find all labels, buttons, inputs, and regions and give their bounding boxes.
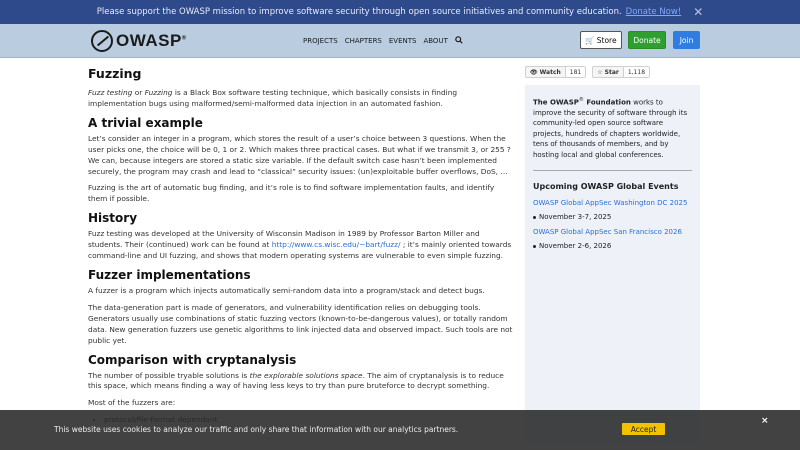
- nav-chapters[interactable]: CHAPTERS: [344, 36, 382, 45]
- heading-trivial-example: A trivial example: [88, 115, 203, 130]
- article: [88, 66, 514, 426]
- event-date: November 2-6, 2026: [533, 241, 692, 252]
- eye-icon: 👁: [530, 68, 538, 76]
- donate-now-link[interactable]: Donate Now!: [625, 7, 682, 17]
- cookie-message: This website uses cookies to analyze our traffic and only share that information with our analytics partners.: [54, 425, 459, 434]
- event-link-dc[interactable]: OWASP Global AppSec Washington DC 2025: [533, 198, 688, 207]
- donate-button[interactable]: Donate: [628, 31, 666, 49]
- event-link-sf[interactable]: OWASP Global AppSec San Francisco 2026: [533, 227, 682, 236]
- header-buttons: [580, 31, 710, 49]
- cookie-banner: [0, 410, 800, 450]
- heading-cryptanalysis: Comparison with cryptanalysis: [88, 352, 297, 367]
- nav-about[interactable]: ABOUT: [423, 36, 448, 45]
- store-button[interactable]: 🛒 Store: [580, 31, 622, 49]
- support-banner: [0, 0, 800, 24]
- impl-paragraph-2: The data-generation part is made of generators, and vulnerability identification relies on debugging tools. Generators usually use combinations of static fuzzing vectors (known-to-be-dangerous values), or totally random data. New generation fuzzers use genetic algorithms to link injected data and observed impact. Such tools are not public yet.: [88, 302, 513, 345]
- watch-button[interactable]: 👁 Watch 181: [525, 66, 586, 78]
- page-title: Fuzzing: [88, 66, 142, 81]
- logo-text: OWASP®: [116, 30, 187, 50]
- fuzz-link[interactable]: http://www.cs.wisc.edu/~bart/fuzz/: [271, 240, 401, 250]
- nav-events[interactable]: EVENTS: [388, 36, 417, 45]
- about-text: The OWASP® Foundation works to improve the security of software through its community-led open source software projects, hundreds of chapters worldwide, tens of thousands of members, and by hosting local and global conferences.: [533, 97, 688, 159]
- close-icon[interactable]: ✕: [693, 5, 704, 19]
- search-icon[interactable]: [455, 36, 463, 46]
- star-icon: ☆: [597, 68, 603, 76]
- nav-projects[interactable]: PROJECTS: [303, 36, 338, 45]
- event-date: November 3-7, 2025: [533, 212, 692, 223]
- close-icon[interactable]: ×: [761, 416, 769, 426]
- events-title: Upcoming OWASP Global Events: [533, 182, 679, 192]
- star-button[interactable]: ☆ Star 1,118: [592, 66, 650, 78]
- site-header: [0, 24, 800, 58]
- star-count: 1,118: [624, 67, 649, 77]
- trivial-paragraph-1: Let’s consider an integer in a program, which stores the result of a user’s choice between 3 questions. When the user picks one, the choice will be 0, 1 or 2. Which makes three practical cases. But what if we transmit 3, or 255 ? We can, because integers are stored a static size variable. If the default switch case hasn’t been implemented securely, the program may crash and lead to “classical” security issues: (un)exploitable buffer overflows, DoS, …: [88, 133, 511, 176]
- history-paragraph: Fuzz testing was developed at the University of Wisconsin Madison in 1989 by Professor Barton Miller and students. Their (continued) work can be found at http://www.cs.wisc.edu/~bart/fuzz/ ; it’s mainly oriented towards command-line and UI fuzzing, and shows that modern operating systems are vulnerable to even simple fuzzing.: [88, 229, 512, 261]
- join-button[interactable]: Join: [673, 31, 700, 49]
- crypto-paragraph: The number of possible tryable solutions is the explorable solutions space. The aim of cryptanalysis is to reduce this space, which means finding a way of having less keys to try than pure bruteforce to decrypt something.: [88, 370, 504, 391]
- intro-paragraph: Fuzz testing or Fuzzing is a Black Box software testing technique, which basically consists in finding implementation bugs using malformed/semi-malformed data injection in an automated fashion.: [88, 88, 458, 108]
- watch-count: 181: [566, 67, 585, 77]
- heading-fuzzer-implementations: Fuzzer implementations: [88, 267, 251, 282]
- heading-history: History: [88, 211, 138, 226]
- owasp-logo-icon: [91, 30, 113, 52]
- banner-message: Please support the OWASP mission to improve software security through open source initiatives and community education.: [96, 7, 622, 17]
- crypto-paragraph-2: Most of the fuzzers are:: [88, 398, 176, 408]
- sidebar: [525, 85, 700, 445]
- main-nav: [303, 24, 463, 57]
- divider: [533, 170, 692, 171]
- cart-icon: 🛒: [585, 35, 595, 45]
- owasp-logo[interactable]: [91, 30, 187, 52]
- accept-button[interactable]: Accept: [622, 423, 665, 435]
- impl-paragraph-1: A fuzzer is a program which injects automatically semi-random data into a program/stack and detect bugs.: [88, 285, 485, 295]
- trivial-paragraph-2: Fuzzing is the art of automatic bug finding, and it’s role is to find software implementation faults, and identify them if possible.: [88, 183, 495, 204]
- github-buttons: [525, 66, 650, 78]
